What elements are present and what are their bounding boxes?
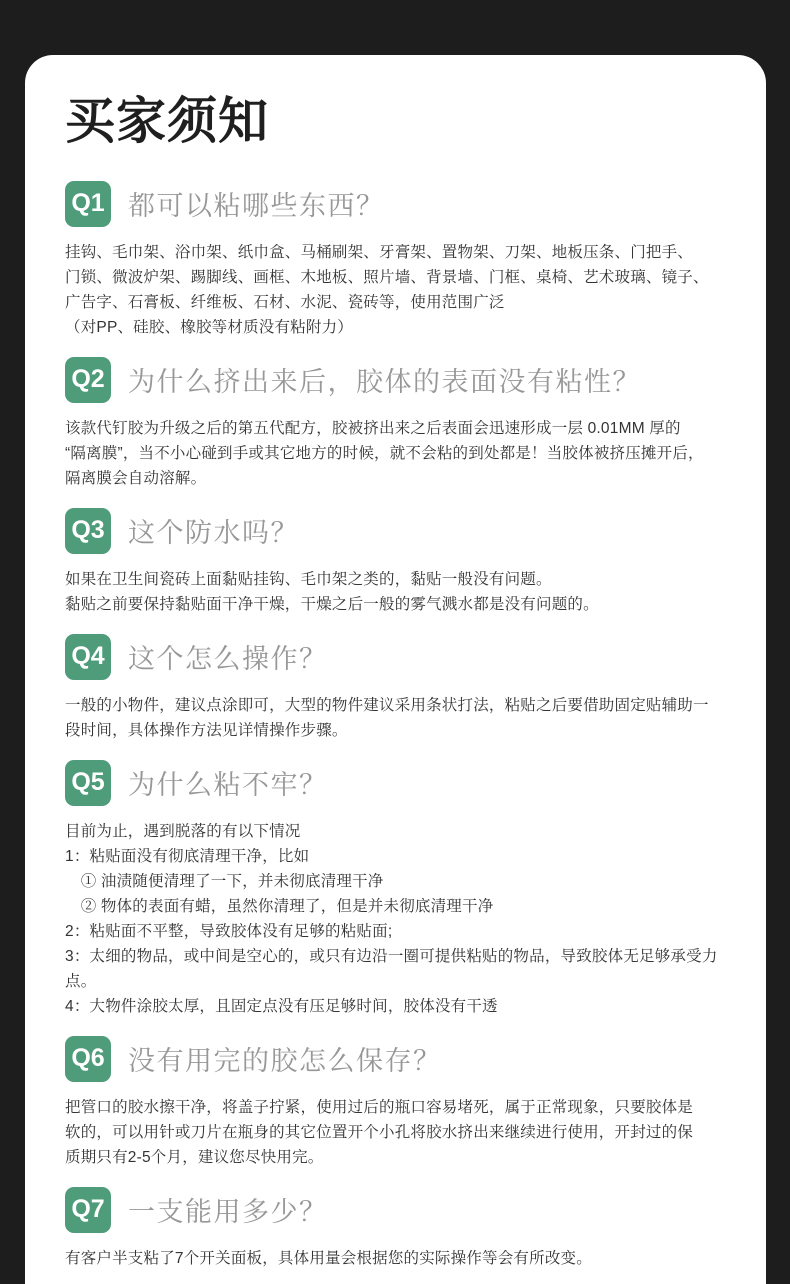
- answer-text: [65, 819, 740, 1019]
- answer-line: 一般的小物件，建议点涂即可，大型的物件建议采用条状打法，粘贴之后要借助固定贴辅助一: [65, 696, 709, 714]
- faq-list: [65, 181, 740, 1271]
- faq-section: [65, 1187, 740, 1271]
- faq-question-header: [65, 760, 740, 806]
- answer-line: 2：粘贴面不平整，导致胶体没有足够的粘贴面;: [65, 922, 393, 940]
- answer-text: [65, 567, 740, 617]
- notice-card: [25, 55, 766, 1284]
- question-number-badge: Q1: [65, 181, 111, 227]
- faq-section: [65, 1036, 740, 1170]
- answer-line: 软的，可以用针或刀片在瓶身的其它位置开个小孔将胶水挤出来继续进行使用，开封过的保: [65, 1123, 694, 1141]
- answer-text: [65, 1246, 740, 1271]
- faq-section: [65, 357, 740, 491]
- question-title: 都可以粘哪些东西？: [128, 191, 385, 221]
- answer-line: （对PP、硅胶、橡胶等材质没有粘附力）: [65, 318, 353, 336]
- answer-line: 段时间，具体操作方法见详情操作步骤。: [65, 721, 348, 739]
- question-number-badge: Q3: [65, 508, 111, 554]
- faq-question-header: [65, 357, 740, 403]
- answer-line: 1：粘贴面没有彻底清理干净，比如: [65, 847, 310, 865]
- answer-line: 如果在卫生间瓷砖上面黏贴挂钩、毛巾架之类的，黏贴一般没有问题。: [65, 570, 552, 588]
- question-number-badge: Q7: [65, 1187, 111, 1233]
- faq-question-header: [65, 508, 740, 554]
- answer-line: 有客户半支粘了7个开关面板，具体用量会根据您的实际操作等会有所改变。: [65, 1249, 592, 1267]
- question-title: 没有用完的胶怎么保存？: [128, 1046, 442, 1076]
- faq-question-header: [65, 1036, 740, 1082]
- answer-text: [65, 416, 740, 491]
- question-number-badge: Q4: [65, 634, 111, 680]
- question-title: 为什么挤出来后，胶体的表面没有粘性？: [128, 367, 641, 397]
- faq-question-header: [65, 1187, 740, 1233]
- answer-text: [65, 1095, 740, 1170]
- answer-text: [65, 693, 740, 743]
- faq-section: [65, 508, 740, 617]
- question-title: 这个防水吗？: [128, 518, 299, 548]
- answer-line: 该款代钉胶为升级之后的第五代配方，胶被挤出来之后表面会迅速形成一层 0.01MM 厚的: [65, 419, 681, 437]
- answer-line: 挂钩、毛巾架、浴巾架、纸巾盒、马桶刷架、牙膏架、置物架、刀架、地板压条、门把手、: [65, 243, 694, 261]
- question-title: 一支能用多少？: [128, 1197, 328, 1227]
- answer-line: 广告字、石膏板、纤维板、石材、水泥、瓷砖等，使用范围广泛: [65, 293, 505, 311]
- faq-question-header: [65, 181, 740, 227]
- answer-line: “隔离膜”，当不小心碰到手或其它地方的时候，就不会粘的到处都是！当胶体被挤压摊开后，: [65, 444, 704, 462]
- faq-section: [65, 634, 740, 743]
- answer-line: 把管口的胶水擦干净，将盖子拧紧，使用过后的瓶口容易堵死，属于正常现象，只要胶体是: [65, 1098, 694, 1116]
- answer-line: 3：太细的物品，或中间是空心的，或只有边沿一圈可提供粘贴的物品，导致胶体无足够承受力点。: [65, 947, 718, 990]
- faq-question-header: [65, 634, 740, 680]
- answer-line: ② 物体的表面有蜡，虽然你清理了，但是并未彻底清理干净: [65, 897, 494, 915]
- answer-line: 质期只有2-5个月，建议您尽快用完。: [65, 1148, 324, 1166]
- answer-line: ① 油渍随便清理了一下，并未彻底清理干净: [65, 872, 384, 890]
- answer-line: 4：大物件涂胶太厚，且固定点没有压足够时间，胶体没有干透: [65, 997, 498, 1015]
- answer-line: 黏贴之前要保持黏贴面干净干燥，干燥之后一般的雾气溅水都是没有问题的。: [65, 595, 599, 613]
- question-number-badge: Q2: [65, 357, 111, 403]
- question-number-badge: Q6: [65, 1036, 111, 1082]
- question-title: 为什么粘不牢？: [128, 770, 328, 800]
- page-title: 买家须知: [65, 93, 269, 149]
- faq-section: [65, 760, 740, 1019]
- answer-line: 门锁、微波炉架、踢脚线、画框、木地板、照片墙、背景墙、门框、桌椅、艺术玻璃、镜子、: [65, 268, 709, 286]
- question-title: 这个怎么操作？: [128, 644, 328, 674]
- answer-text: [65, 240, 740, 340]
- faq-section: [65, 181, 740, 340]
- question-number-badge: Q5: [65, 760, 111, 806]
- answer-line: 隔离膜会自动溶解。: [65, 469, 207, 487]
- answer-line: 目前为止，遇到脱落的有以下情况: [65, 822, 301, 840]
